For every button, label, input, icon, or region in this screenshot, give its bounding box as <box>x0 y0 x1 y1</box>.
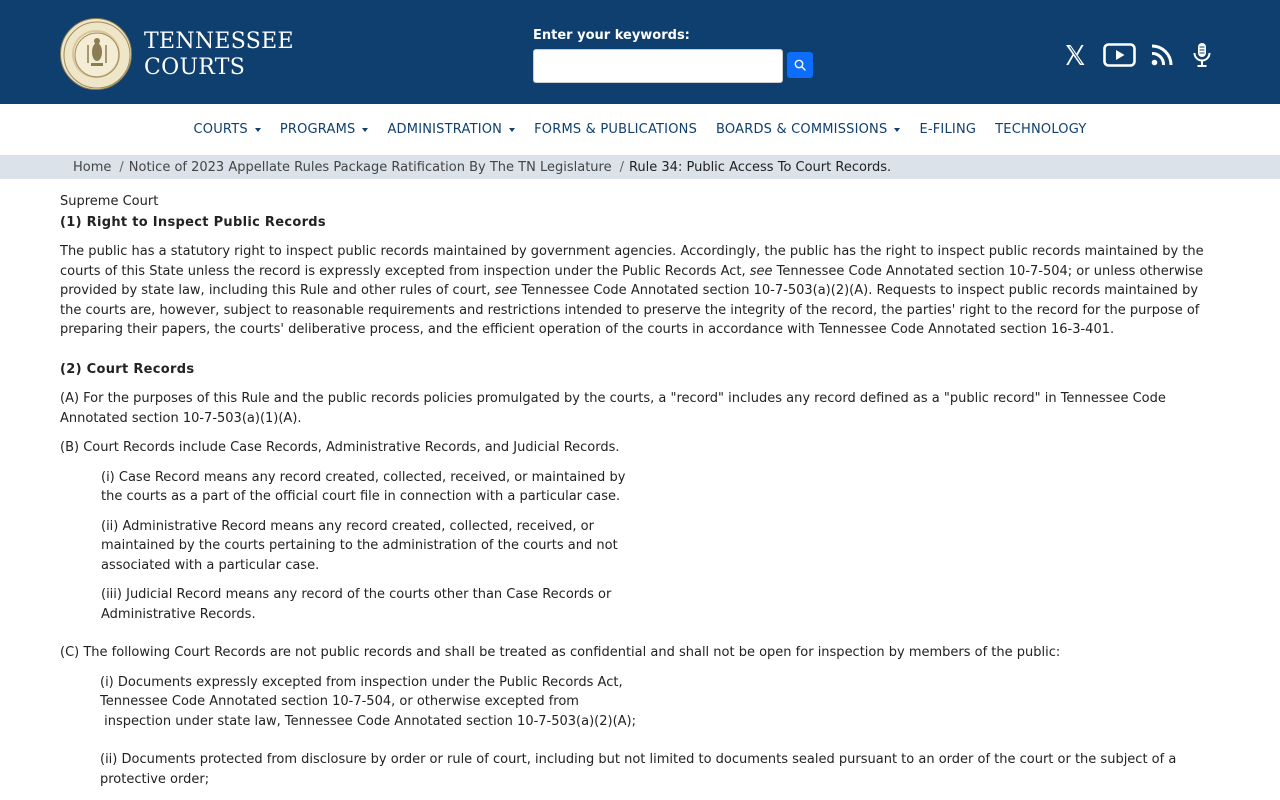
section-1-title: (1) Right to Inspect Public Records <box>60 214 326 230</box>
section-2-title: (2) Court Records <box>60 361 195 377</box>
nav-item-boards-commissions[interactable]: BOARDS & COMMISSIONS <box>707 122 910 137</box>
x-icon[interactable] <box>1060 40 1090 70</box>
rule-content <box>60 192 1220 799</box>
breadcrumb-parent[interactable]: Notice of 2023 Appellate Rules Package Ratification By The TN Legislature <box>128 159 612 175</box>
podcast-icon[interactable] <box>1187 40 1217 70</box>
section-2-B-ii: (ii) Administrative Record means any record created, collected, received, or maintained by the courts pertaining to the administration of the courts and not associated with a particular case. <box>101 518 618 573</box>
breadcrumb-current: Rule 34: Public Access To Court Records. <box>628 159 892 175</box>
state-seal-icon[interactable] <box>60 18 132 90</box>
section-2-B-iii: (iii) Judicial Record means any record of the courts other than Case Records or Administrative Records. <box>101 587 612 622</box>
search-input[interactable] <box>533 49 783 83</box>
main-nav <box>0 104 1280 155</box>
nav-item-courts[interactable]: COURTS <box>184 122 270 137</box>
caret-down-icon <box>894 128 900 132</box>
magnifier-icon <box>794 59 806 71</box>
court-name: Supreme Court <box>60 194 159 209</box>
site-brand[interactable] <box>144 29 294 81</box>
breadcrumb-home[interactable]: Home <box>73 159 112 175</box>
breadcrumb <box>0 155 1280 179</box>
section-2-C-ii: (ii) Documents protected from disclosure by order or rule of court, including but not limited to documents sealed pursuant to an order of the court or the subject of a protective order; <box>100 752 1177 787</box>
section-2-C-i: (i) Documents expressly excepted from inspection under the Public Records Act, Tennessee Code Annotated section 10-7-504, or otherwise excepted from inspection under state law, Tennessee Code Annotated section 10-7-503(a)(2)(A); <box>100 674 636 729</box>
site-header <box>0 0 1280 104</box>
nav-item-programs[interactable]: PROGRAMS <box>270 122 378 137</box>
rss-icon[interactable] <box>1147 40 1177 70</box>
caret-down-icon <box>362 128 368 132</box>
section-2-B-i: (i) Case Record means any record created, collected, received, or maintained by the courts as a part of the official court file in connection with a particular case. <box>101 469 626 504</box>
section-2-A: (A) For the purposes of this Rule and the public records policies promulgated by the courts, a "record" includes any record defined as a "public record" in Tennessee Code Annotated section 10-7-503(a)(1)(A). <box>60 391 1166 426</box>
brand-line-1: TENNESSEE <box>144 29 294 54</box>
section-2-B: (B) Court Records include Case Records, Administrative Records, and Judicial Records. <box>60 440 620 455</box>
youtube-icon[interactable] <box>1102 40 1136 70</box>
nav-item-technology[interactable]: TECHNOLOGY <box>995 122 1087 137</box>
section-2-C: (C) The following Court Records are not public records and shall be treated as confidential and shall not be open for inspection by members of the public: <box>60 645 1061 660</box>
breadcrumb-separator: / <box>119 159 124 175</box>
breadcrumb-separator: / <box>619 159 624 175</box>
brand-line-2: COURTS <box>144 55 246 80</box>
caret-down-icon <box>255 128 261 132</box>
nav-item-forms-publications[interactable]: FORMS & PUBLICATIONS <box>534 122 698 137</box>
search-label: Enter your keywords: <box>533 28 690 43</box>
section-1-paragraph: The public has a statutory right to inspect public records maintained by government agencies. Accordingly, the public has the right to inspect public records maintained by the courts of this State unless the record is expressly excepted from inspection under the Public Records Act, see Tennessee Code Annotated section 10-7-504; or unless otherwise provided by state law, including this Rule and other rules of court, see Tennessee Code Annotated section 10-7-503(a)(2)(A). Requests to inspect public records maintained by the courts are, however, subject to reasonable requirements and restrictions intended to preserve the integrity of the record, the parties' right to the record for the purpose of preparing their papers, the courts' deliberative process, and the efficient operation of the courts in accordance with Tennessee Code Annotated section 16-3-401. <box>60 244 1204 337</box>
caret-down-icon <box>509 128 515 132</box>
nav-item-e-filing[interactable]: E-FILING <box>919 122 977 137</box>
search-button[interactable] <box>787 52 813 78</box>
nav-item-administration[interactable]: ADMINISTRATION <box>378 122 525 137</box>
